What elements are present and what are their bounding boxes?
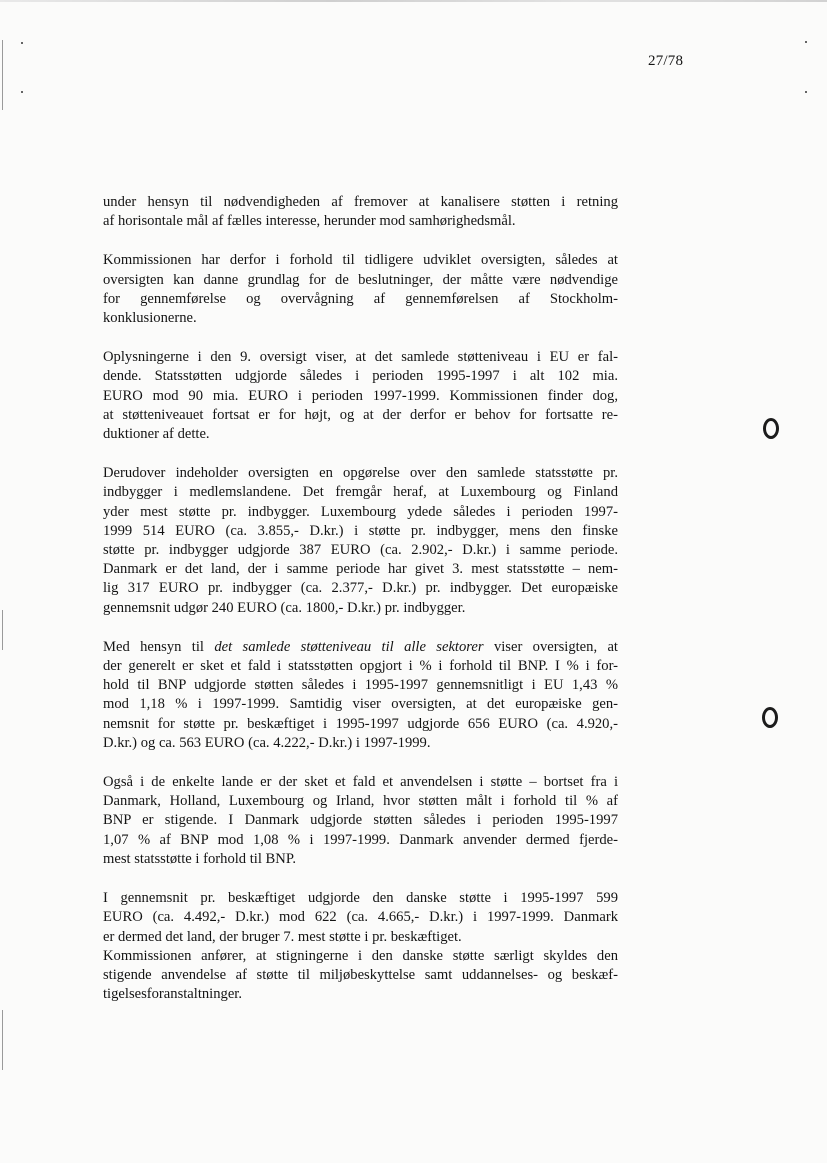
paragraph-5 bbox=[103, 638, 618, 753]
text-line: lig 317 EURO pr. indbygger (ca. 2.377,- D.kr.) pr. indbygger. Det europæiske bbox=[103, 580, 618, 597]
text-line: I gennemsnit pr. beskæftiget udgjorde den danske støtte i 1995-1997 599 bbox=[103, 890, 618, 907]
text-line: 1999 514 EURO (ca. 3.855,- D.kr.) i støtte pr. indbygger, mens den finske bbox=[103, 522, 618, 539]
text-line: EURO (ca. 4.492,- D.kr.) mod 622 (ca. 4.665,- D.kr.) i 1997-1999. Danmark bbox=[103, 909, 618, 926]
text-line: mod 1,18 % i 1997-1999. Samtidig viser oversigten, at det europæiske gen- bbox=[103, 696, 618, 713]
text-run: viser oversigten, at bbox=[483, 638, 618, 655]
paragraph-4 bbox=[103, 464, 618, 618]
text-line: at støtteniveauet fortsat er for højt, og at der derfor er behov for fortsatte re- bbox=[103, 406, 618, 423]
text-line bbox=[103, 638, 618, 657]
text-line: stigende anvendelse af støtte til miljøbeskyttelse samt uddannelses- og beskæf- bbox=[103, 966, 618, 983]
scan-speck bbox=[805, 41, 807, 43]
text-line: hold til BNP udgjorde støtten således i 1995-1997 gennemsnitligt i EU 1,43 % bbox=[103, 677, 618, 694]
text-line: dende. Statsstøtten udgjorde således i perioden 1995-1997 i alt 102 mia. bbox=[103, 368, 618, 385]
scan-margin-mark bbox=[2, 1010, 3, 1070]
scan-margin-mark bbox=[2, 610, 3, 650]
text-line: mest statsstøtte i forhold til BNP. bbox=[103, 850, 296, 867]
paragraph-3 bbox=[103, 348, 618, 444]
text-line: Danmark er det land, der i samme periode har givet 3. mest statsstøtte – nem- bbox=[103, 561, 618, 578]
text-line: tigelsesforanstaltninger. bbox=[103, 986, 243, 1003]
text-line: Også i de enkelte lande er der sket et fald et anvendelsen i støtte – bortset fra i bbox=[103, 774, 618, 791]
scan-speck bbox=[805, 91, 807, 93]
text-run: Med hensyn til bbox=[103, 638, 215, 655]
text-line: Kommissionen anfører, at stigningerne i den danske støtte særligt skyldes den bbox=[103, 947, 618, 964]
text-line: Oplysningerne i den 9. oversigt viser, at det samlede støtteniveau i EU er fal- bbox=[103, 349, 618, 366]
text-line: 1,07 % af BNP mod 1,08 % i 1997-1999. Danmark anvender dermed fjerde- bbox=[103, 831, 618, 848]
paragraph-2 bbox=[103, 251, 618, 328]
text-line: D.kr.) og ca. 563 EURO (ca. 4.222,- D.kr.) i 1997-1999. bbox=[103, 734, 431, 751]
scan-margin-mark bbox=[2, 40, 3, 110]
paragraph-7 bbox=[103, 889, 618, 1004]
scan-speck bbox=[21, 42, 23, 44]
paragraph-1 bbox=[103, 193, 618, 231]
text-line: for gennemførelse og overvågning af gennemførelsen af Stockholm- bbox=[103, 290, 618, 307]
text-line: gennemsnit udgør 240 EURO (ca. 1800,- D.kr.) pr. indbygger. bbox=[103, 599, 466, 616]
text-line: under hensyn til nødvendigheden af fremover at kanalisere støtten i retning bbox=[103, 194, 618, 210]
punch-hole-bottom bbox=[762, 707, 778, 728]
text-line: Derudover indeholder oversigten en opgørelse over den samlede statsstøtte pr. bbox=[103, 465, 618, 482]
text-line: oversigten kan danne grundlag for de beslutninger, der måtte være nødvendige bbox=[103, 271, 618, 288]
text-line: yder mest støtte pr. indbygger. Luxembourg ydede således i perioden 1997- bbox=[103, 503, 618, 520]
text-line: nemsnit for støtte pr. beskæftiget i 1995-1997 udgjorde 656 EURO (ca. 4.920,- bbox=[103, 715, 618, 732]
text-line: er dermed det land, der bruger 7. mest støtte i pr. beskæftiget. bbox=[103, 928, 462, 945]
scan-speck bbox=[21, 91, 23, 93]
document-body bbox=[103, 193, 618, 1024]
text-line: BNP er stigende. I Danmark udgjorde støtten således i perioden 1995-1997 bbox=[103, 812, 618, 829]
text-line: af horisontale mål af fælles interesse, herunder mod samhørighedsmål. bbox=[103, 213, 516, 230]
text-line: støtte pr. indbygger udgjorde 387 EURO (ca. 2.902,- D.kr.) i samme periode. bbox=[103, 542, 618, 559]
text-line: EURO mod 90 mia. EURO i perioden 1997-1999. Kommissionen finder dog, bbox=[103, 387, 618, 404]
text-line: Danmark, Holland, Luxembourg og Irland, hvor støtten målt i forhold til % af bbox=[103, 793, 618, 810]
text-line: Kommissionen har derfor i forhold til tidligere udviklet oversigten, således at bbox=[103, 252, 618, 269]
page-number: 27/78 bbox=[648, 53, 684, 69]
emphasized-phrase: det samlede støtteniveau til alle sektorer bbox=[214, 638, 484, 655]
paragraph-6 bbox=[103, 773, 618, 869]
text-line: der generelt er sket et fald i statsstøtten opgjort i % i forhold til BNP. I % i for- bbox=[103, 658, 618, 675]
text-line: duktioner af dette. bbox=[103, 426, 210, 443]
scan-top-edge bbox=[0, 0, 827, 2]
text-line: konklusionerne. bbox=[103, 310, 197, 327]
punch-hole-top bbox=[763, 418, 779, 439]
text-line: indbygger i medlemslandene. Det fremgår heraf, at Luxembourg og Finland bbox=[103, 484, 618, 501]
